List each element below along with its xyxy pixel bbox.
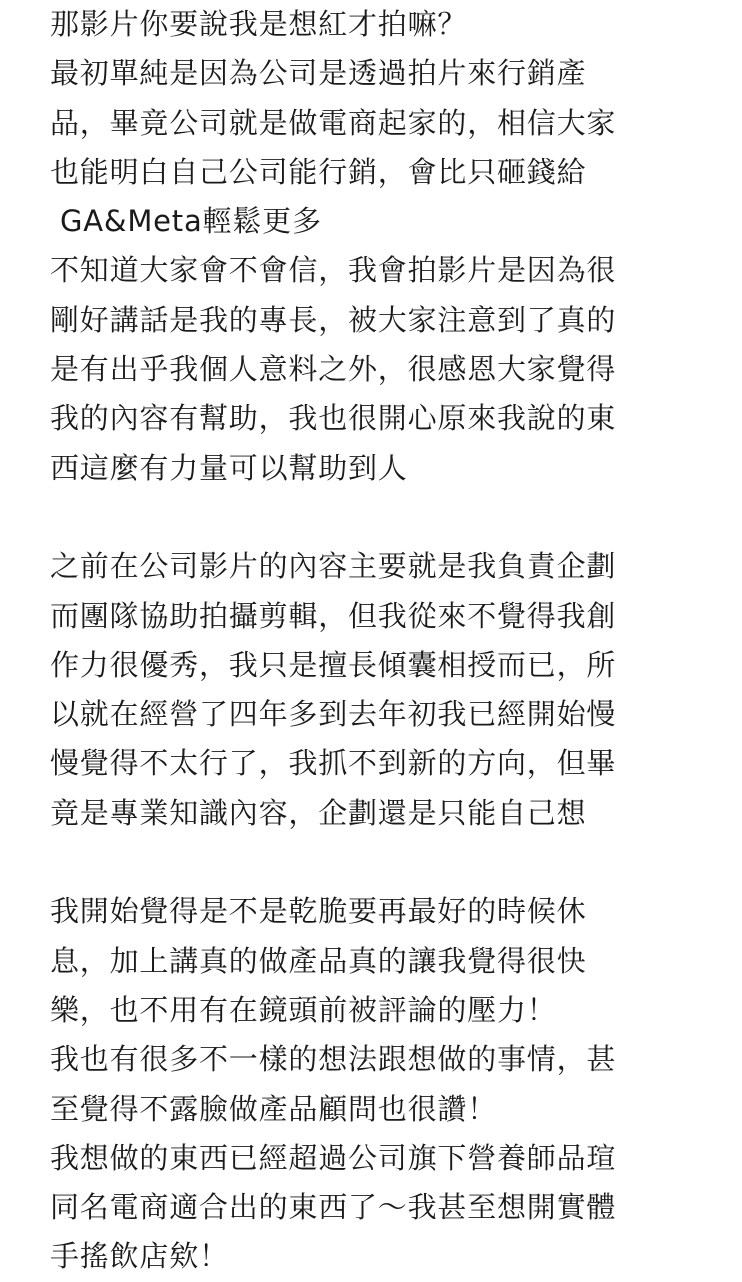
text-line: 我想做的東西已經超過公司旗下營養師品瑄 [50, 1140, 617, 1175]
text-line: 作力很優秀，我只是擅長傾囊相授而已，所 [50, 647, 617, 682]
text-line: 我也有很多不一樣的想法跟想做的事情，甚 [50, 1042, 617, 1077]
paragraph-3 [50, 887, 730, 1281]
text-line: 手搖飲店欸！ [50, 1239, 229, 1274]
text-line: 竟是專業知識內容，企劃還是只能自己想 [50, 795, 587, 830]
text-line: GA&Meta輕鬆更多 [50, 204, 322, 239]
paragraph-2 [50, 542, 730, 838]
text-line: 慢覺得不太行了，我抓不到新的方向，但畢 [50, 746, 617, 781]
text-line: 品，畢竟公司就是做電商起家的，相信大家 [50, 105, 617, 140]
text-line: 不知道大家會不會信，我會拍影片是因為很 [50, 253, 617, 288]
text-line: 同名電商適合出的東西了～我甚至想開實體 [50, 1190, 617, 1225]
text-line: 樂，也不用有在鏡頭前被評論的壓力！ [50, 992, 557, 1027]
paragraph-gap [50, 493, 730, 542]
text-line: 是有出乎我個人意料之外，很感恩大家覺得 [50, 352, 617, 387]
text-line: 最初單純是因為公司是透過拍片來行銷產 [50, 56, 587, 91]
text-line: 也能明白自己公司能行銷，會比只砸錢給 [50, 154, 587, 189]
post-body [50, 0, 730, 1282]
paragraph-1 [50, 0, 730, 493]
text-line: 之前在公司影片的內容主要就是我負責企劃 [50, 549, 617, 584]
text-line: 西這麼有力量可以幫助到人 [50, 450, 408, 485]
text-line: 我開始覺得是不是乾脆要再最好的時候休 [50, 894, 587, 929]
text-line: 至覺得不露臉做產品顧問也很讚！ [50, 1091, 498, 1126]
text-line: 息，加上講真的做產品真的讓我覺得很快 [50, 943, 587, 978]
text-line: 我的內容有幫助，我也很開心原來我說的東 [50, 401, 617, 436]
paragraph-gap [50, 838, 730, 887]
text-line: 那影片你要說我是想紅才拍嘛？ [50, 7, 468, 41]
text-line: 剛好講話是我的專長，被大家注意到了真的 [50, 302, 617, 337]
text-line: 以就在經營了四年多到去年初我已經開始慢 [50, 697, 617, 732]
text-line: 而團隊協助拍攝剪輯，但我從來不覺得我創 [50, 598, 617, 633]
